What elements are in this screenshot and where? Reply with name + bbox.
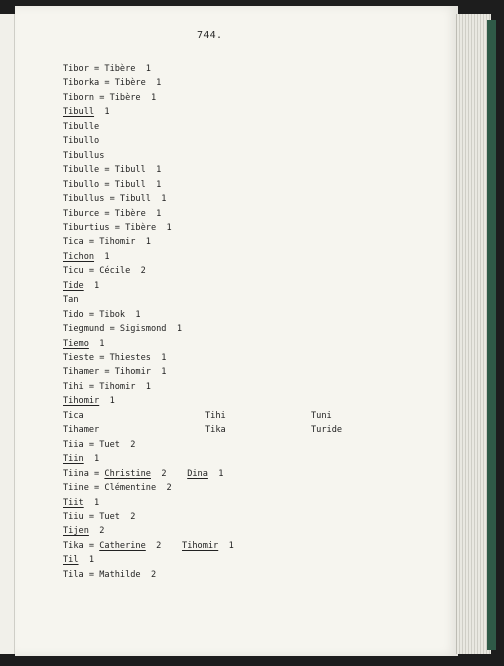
entry-row bbox=[63, 324, 182, 334]
entry-row bbox=[63, 339, 104, 349]
entry-text: Tiburtius = Tibère 1 bbox=[63, 222, 172, 233]
entry-row bbox=[63, 122, 99, 132]
underlined-name: Tiit bbox=[63, 497, 84, 508]
entry-row bbox=[63, 382, 151, 392]
entry-text: Tihi = Tihomir 1 bbox=[63, 381, 151, 392]
entry-text: Tica bbox=[63, 410, 84, 421]
entry-text: Tica = Tihomir 1 bbox=[63, 237, 151, 248]
left-page-edge bbox=[0, 14, 15, 654]
entry-text: Tibulle = Tibull 1 bbox=[63, 165, 162, 176]
entry-text: Tido = Tibok 1 bbox=[63, 309, 141, 320]
entry-text: Tiborn = Tibère 1 bbox=[63, 92, 157, 103]
entry-text: Tibor = Tibère 1 bbox=[63, 64, 151, 74]
entry-text: Tibullus bbox=[63, 150, 105, 161]
entry-row bbox=[63, 570, 156, 580]
entry-text: Tiburce = Tibère 1 bbox=[63, 208, 162, 219]
entry-text: Tiborka = Tibère 1 bbox=[63, 78, 162, 89]
entry-row bbox=[63, 64, 151, 74]
entry-text: 1 bbox=[83, 454, 100, 465]
entry-text: 2 bbox=[150, 468, 188, 479]
entry-row bbox=[63, 93, 156, 103]
underlined-name: Tihomir bbox=[182, 540, 219, 551]
underlined-name: Til bbox=[63, 555, 79, 566]
underlined-name: Tibull bbox=[63, 107, 95, 118]
entry-text: 1 bbox=[218, 540, 234, 551]
entry-row bbox=[63, 281, 99, 291]
entry-row bbox=[63, 136, 99, 146]
entry-row bbox=[63, 541, 234, 551]
entry-text: 2 bbox=[88, 526, 105, 537]
entry-text: Tiiu = Tuet 2 bbox=[63, 511, 136, 522]
entry-text: Tibullo bbox=[63, 136, 100, 147]
underlined-name: Tijen bbox=[63, 526, 89, 537]
entry-row bbox=[63, 498, 99, 508]
underlined-name: Tide bbox=[63, 280, 84, 291]
entry-row bbox=[63, 209, 161, 219]
entry-text: Tiine = Clémentine 2 bbox=[63, 483, 172, 494]
entry-text: Tibullo = Tibull 1 bbox=[63, 179, 162, 190]
entry-text: 1 bbox=[83, 280, 100, 291]
entry-row bbox=[63, 469, 223, 479]
entry-text: Tihamer = Tihomir 1 bbox=[63, 367, 167, 378]
side-column-entry: Tika bbox=[205, 425, 226, 436]
underlined-name: Catherine bbox=[99, 540, 146, 551]
cover-edge bbox=[487, 20, 496, 650]
entry-row bbox=[63, 295, 79, 305]
entry-row bbox=[63, 151, 104, 161]
side-column-entry: Turide bbox=[311, 425, 343, 436]
entry-row bbox=[63, 526, 104, 536]
entry-row bbox=[63, 107, 110, 117]
entry-text: 1 bbox=[78, 555, 95, 566]
page-edges bbox=[456, 14, 491, 654]
entry-row bbox=[63, 411, 84, 421]
entry-row bbox=[63, 512, 135, 522]
underlined-name: Tiemo bbox=[63, 338, 89, 349]
entry-row bbox=[63, 266, 146, 276]
entry-row bbox=[63, 310, 141, 320]
entry-row bbox=[63, 396, 115, 406]
entry-text: Tika = bbox=[63, 540, 100, 551]
entry-text: Ticu = Cécile 2 bbox=[63, 266, 146, 277]
entry-text: Tiia = Tuet 2 bbox=[63, 439, 136, 450]
underlined-name: Dina bbox=[187, 468, 208, 479]
entry-text: 2 bbox=[145, 540, 183, 551]
side-column-entry: Tuni bbox=[311, 410, 332, 421]
entry-text: 1 bbox=[94, 251, 110, 262]
entry-row bbox=[63, 353, 166, 363]
entry-row bbox=[63, 165, 161, 175]
entry-row bbox=[63, 440, 135, 450]
entry-text: Tibulle bbox=[63, 121, 100, 132]
side-column-entry: Tihi bbox=[205, 410, 226, 421]
underlined-name: Tichon bbox=[63, 251, 95, 262]
entry-row bbox=[63, 223, 172, 233]
entry-row bbox=[63, 425, 99, 435]
underlined-name: Tiin bbox=[63, 454, 84, 465]
entry-text: 1 bbox=[83, 497, 100, 508]
entry-text: Tihamer bbox=[63, 425, 100, 436]
entry-text: 1 bbox=[88, 338, 105, 349]
entry-row bbox=[63, 237, 151, 247]
entry-text: 1 bbox=[207, 468, 224, 479]
entry-text: Tiegmund = Sigismond 1 bbox=[63, 324, 182, 335]
entry-row bbox=[63, 555, 94, 565]
entry-row bbox=[63, 367, 166, 377]
page-number: 744. bbox=[197, 30, 223, 41]
entry-text: Tibullus = Tibull 1 bbox=[63, 194, 167, 205]
entry-text: Tiina = bbox=[63, 468, 105, 479]
entry-row bbox=[63, 180, 161, 190]
entry-row bbox=[63, 194, 166, 204]
entry-row bbox=[63, 454, 99, 464]
entry-row bbox=[63, 483, 172, 493]
entry-row bbox=[63, 252, 110, 262]
underlined-name: Christine bbox=[104, 468, 151, 479]
entry-text: Tan bbox=[63, 295, 79, 306]
entry-text: 1 bbox=[94, 107, 110, 118]
entry-text: 1 bbox=[99, 396, 115, 407]
entry-text: Tieste = Thiestes 1 bbox=[63, 353, 167, 363]
entry-row bbox=[63, 78, 161, 88]
entry-text: Tila = Mathilde 2 bbox=[63, 569, 157, 580]
underlined-name: Tihomir bbox=[63, 396, 100, 407]
